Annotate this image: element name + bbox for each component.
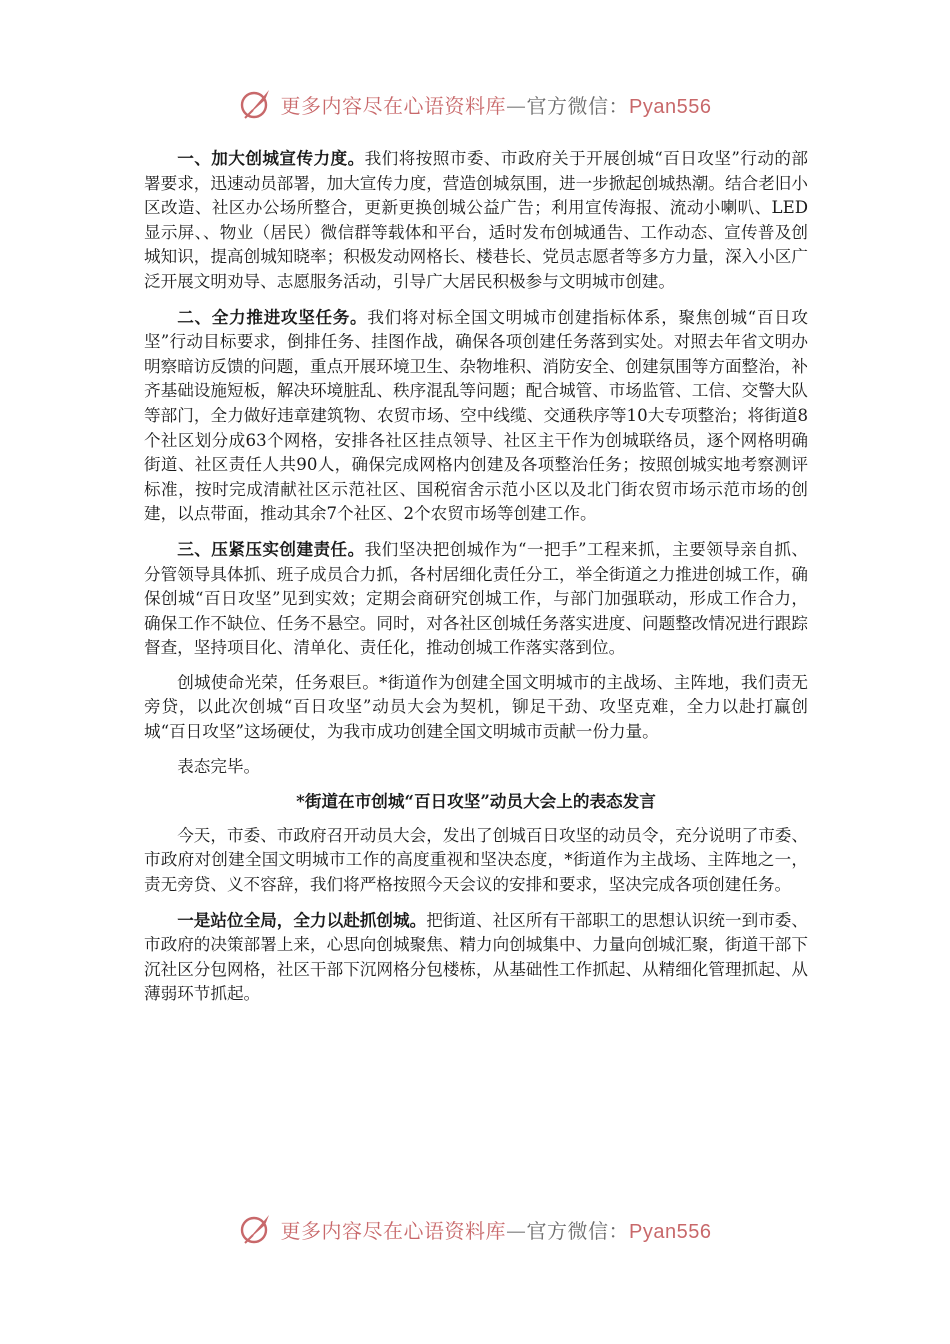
banner-text: 更多内容尽在心语资料库—官方微信：Pyan556 xyxy=(280,1218,712,1243)
point-1-text: 把街道、社区所有干部职工的思想认识统一到市委、市政府的决策部署上来，心思向创城聚焦、精力向创城集中、力量向创城汇聚，街道干部下沉社区分包网格，社区干部下沉网格分包楼栋，从基础性工作抓起、从精细化管理抓起、从薄弱环节抓起。 xyxy=(144,910,809,1004)
section-1-text: 我们将按照市委、市政府关于开展创城“百日攻坚”行动的部署要求，迅速动员部署，加大宣传力度，营造创城氛围，进一步掀起创城热潮。结合老旧小区改造、社区办公场所整合，更新更换创城公益广告；利用宣传海报、流动小喇叭、LED显示屏、、物业（居民）微信群等载体和平台，适时发布创城通告、工作动态、宣传普及创城知识，提高创城知晓率；积极发动网格长、楼巷长、党员志愿者等多方力量，深入小区广泛开展文明劝导、志愿服务活动，引导广大居民积极参与文明城市创建。 xyxy=(144,149,809,291)
section-3-heading: 三、压紧压实创建责任。 xyxy=(177,538,365,559)
banner-text: 更多内容尽在心语资料库—官方微信：Pyan556 xyxy=(280,93,712,118)
second-speech-intro: 今天，市委、市政府召开动员大会，发出了创城百日攻坚的动员令，充分说明了市委、市政府对创建全国文明城市工作的高度重视和坚决态度，*街道作为主战场、主阵地之一，责无旁贷、义不容辞，我们将严格按照今天会议的安排和要求，坚决完成各项创建任务。 xyxy=(144,825,808,895)
quill-pen-logo-icon xyxy=(239,86,275,122)
section-1-heading: 一、加大创城宣传力度。 xyxy=(177,148,365,168)
sign-off: 表态完毕。 xyxy=(177,756,261,776)
second-speech-title: *街道在市创城“百日攻坚”动员大会上的表态发言 xyxy=(296,791,656,812)
footer-banner xyxy=(0,1209,950,1249)
section-1 xyxy=(144,146,808,295)
section-3 xyxy=(144,537,808,661)
closing-paragraph: 创城使命光荣，任务艰巨。*街道作为创建全国文明城市的主战场、主阵地，我们责无旁贷，以此次创城“百日攻坚”动员大会为契机，铆足干劲、攻坚克难，全力以赴打赢创城“百日攻坚”这场硬仗，为我市成功创建全国文明城市贡献一份力量。 xyxy=(144,672,808,742)
point-1-heading: 一是站位全局，全力以赴抓创城。 xyxy=(177,909,427,930)
quill-pen-logo-icon xyxy=(239,1211,275,1247)
second-speech-point-1 xyxy=(144,908,808,1007)
section-3-text: 我们坚决把创城作为“一把手”工程来抓，主要领导亲自抓、分管领导具体抓、班子成员合力抓，各村居细化责任分工，举全街道之力推进创城工作，确保创城“百日攻坚”见到实效；定期会商研究创城工作，与部门加强联动，形成工作合力，确保工作不缺位、任务不悬空。同时，对各社区创城任务落实进度、问题整改情况进行跟踪督查，坚持项目化、清单化、责任化，推动创城工作落实落到位。 xyxy=(144,539,809,658)
header-banner xyxy=(0,84,950,124)
document-body xyxy=(144,146,808,1017)
section-2 xyxy=(144,305,808,527)
section-2-heading: 二、全力推进攻坚任务。 xyxy=(177,306,368,327)
section-2-text: 我们将对标全国文明城市创建指标体系，聚焦创城“百日攻坚”行动目标要求，倒排任务、挂图作战，确保各项创建任务落到实处。对照去年省文明办明察暗访反馈的问题，重点开展环境卫生、杂物堆积、消防安全、创建氛围等方面整治，补齐基础设施短板，解决环境脏乱、秩序混乱等问题；配合城管、市场监管、工信、交警大队等部门，全力做好违章建筑物、农贸市场、空中线缆、交通秩序等10大专项整治；将街道8个社区划分成63个网格，安排各社区挂点领导、社区主干作为创城联络员，逐个网格明确街道、社区责任人共90人，确保完成网格内创建及各项整治任务；按照创城实地考察测评标准，按时完成清献社区示范社区、国税宿舍示范小区以及北门街农贸市场示范市场的创建，以点带面，推动其余7个社区、2个农贸市场等创建工作。 xyxy=(144,307,808,524)
